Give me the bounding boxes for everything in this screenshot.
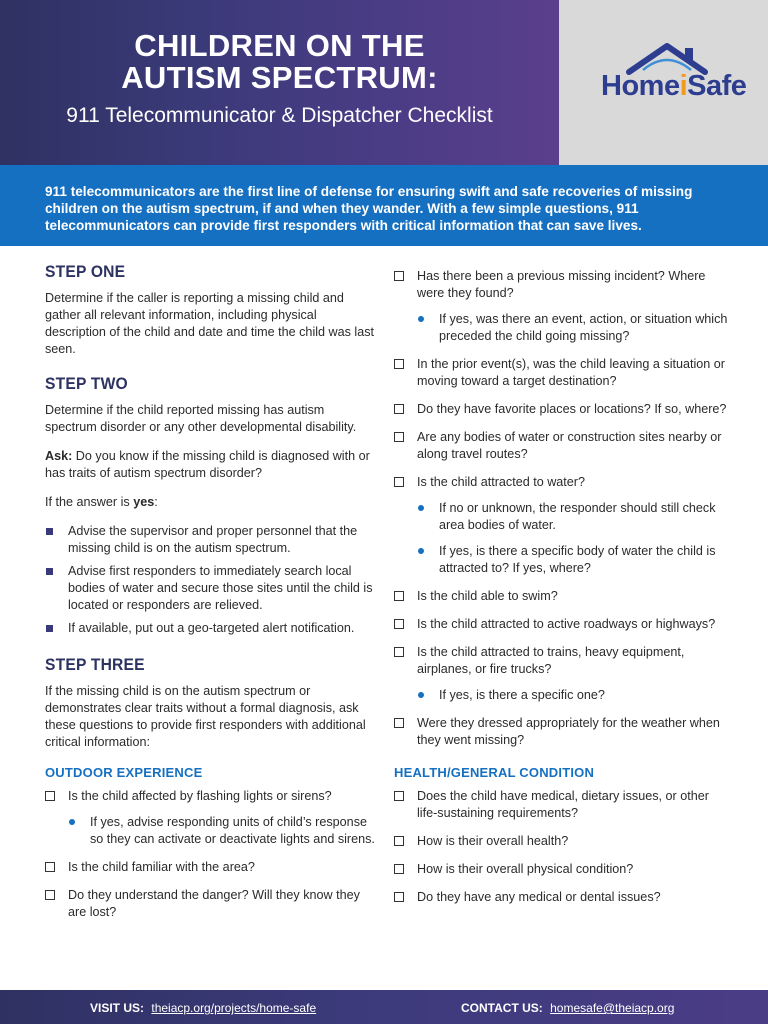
checklist-text: Has there been a previous missing incident? Where were they found? — [417, 269, 706, 300]
ask-label: Ask: — [45, 449, 73, 463]
bullet-text: Advise the supervisor and proper personnel that the missing child is on the autism spectrum. — [68, 524, 358, 555]
checkbox[interactable] — [394, 477, 404, 487]
checklist-text: Is the child attracted to water? — [417, 475, 586, 489]
health-checklist — [394, 788, 729, 906]
checkbox[interactable] — [394, 647, 404, 657]
square-bullet-icon — [46, 528, 53, 535]
logo-wordmark — [601, 70, 746, 103]
left-column — [45, 262, 375, 932]
checklist-text: Is the child attracted to trains, heavy equipment, airplanes, or fire trucks? — [417, 645, 685, 676]
checklist-text: Do they have any medical or dental issues? — [417, 890, 661, 904]
footer — [0, 990, 768, 1024]
list-item — [45, 563, 375, 614]
footer-visit — [90, 1001, 316, 1015]
checklist-item — [394, 833, 729, 850]
checkbox[interactable] — [394, 864, 404, 874]
step-two-ask — [45, 448, 375, 482]
visit-link[interactable]: theiacp.org/projects/home-safe — [151, 1001, 317, 1015]
right-column — [394, 268, 729, 917]
checklist-item — [45, 788, 375, 805]
outdoor-experience-heading: OUTDOOR EXPERIENCE — [45, 765, 203, 780]
contact-email-link[interactable]: homesafe@theiacp.org — [550, 1001, 675, 1015]
answer-bold: yes — [133, 495, 155, 509]
logo-text-home: Home — [601, 70, 680, 102]
sub-bullet-item — [394, 687, 729, 704]
step-one-heading: STEP ONE — [45, 262, 126, 281]
footer-contact — [461, 1001, 674, 1015]
sub-bullet-text: If no or unknown, the responder should still check area bodies of water. — [439, 501, 716, 532]
sub-bullet-item — [45, 814, 375, 848]
sub-bullet-text: If yes, advise responding units of child’s response so they can activate or deactivate lights and sirens. — [90, 815, 375, 846]
dot-bullet-icon — [418, 692, 424, 698]
step-three-body: If the missing child is on the autism spectrum or demonstrates clear traits without a formal diagnosis, ask these questions to provide first responders with additional critical information: — [45, 684, 366, 749]
sub-bullet-text: If yes, is there a specific body of water the child is attracted to? If yes, where? — [439, 544, 716, 575]
checkbox[interactable] — [45, 791, 55, 801]
checklist-item — [45, 887, 375, 921]
checklist-item — [394, 861, 729, 878]
checkbox[interactable] — [394, 432, 404, 442]
checklist-item — [394, 588, 729, 605]
list-item — [45, 523, 375, 557]
checklist-item — [394, 401, 729, 418]
history-checklist — [394, 268, 729, 749]
answer-line — [45, 494, 375, 511]
answer-prefix: If the answer is — [45, 495, 134, 509]
step-two-body: Determine if the child reported missing has autism spectrum disorder or any other developmental disability. — [45, 403, 357, 434]
checklist-text: Is the child able to swim? — [417, 589, 558, 603]
checklist-item — [394, 429, 729, 463]
step-three-heading: STEP THREE — [45, 655, 145, 674]
sub-bullet-item — [394, 500, 729, 534]
list-item — [45, 620, 375, 637]
dot-bullet-icon — [418, 548, 424, 554]
checklist-item — [394, 616, 729, 633]
checkbox[interactable] — [394, 359, 404, 369]
bullet-text: Advise first responders to immediately search local bodies of water and secure those sites until the child is located or responders are relieved. — [68, 564, 373, 612]
sub-bullet-item — [394, 311, 729, 345]
checkbox[interactable] — [394, 591, 404, 601]
checkbox[interactable] — [394, 404, 404, 414]
answer-suffix: : — [154, 495, 158, 509]
checkbox[interactable] — [394, 791, 404, 801]
checkbox[interactable] — [45, 862, 55, 872]
checkbox[interactable] — [394, 271, 404, 281]
step-two-bullets — [45, 523, 375, 637]
checklist-text: How is their overall physical condition? — [417, 862, 634, 876]
page-subtitle: 911 Telecommunicator & Dispatcher Checklist — [66, 104, 493, 127]
checklist-item — [394, 356, 729, 390]
checklist-text: Does the child have medical, dietary issues, or other life-sustaining requirements? — [417, 789, 709, 820]
checkbox[interactable] — [45, 890, 55, 900]
checklist-item — [45, 859, 375, 876]
dot-bullet-icon — [69, 819, 75, 825]
checkbox[interactable] — [394, 892, 404, 902]
sub-bullet-item — [394, 543, 729, 577]
logo-text-safe: Safe — [687, 70, 747, 102]
checklist-item — [394, 474, 729, 491]
bullet-text: If available, put out a geo-targeted alert notification. — [68, 621, 355, 635]
checklist-text: Is the child affected by flashing lights or sirens? — [68, 789, 332, 803]
checklist-item — [394, 644, 729, 678]
checkbox[interactable] — [394, 718, 404, 728]
checklist-text: How is their overall health? — [417, 834, 569, 848]
contact-label: CONTACT US: — [461, 1001, 543, 1015]
checklist-item — [394, 788, 729, 822]
dot-bullet-icon — [418, 505, 424, 511]
step-two-heading: STEP TWO — [45, 374, 128, 393]
dot-bullet-icon — [418, 316, 424, 322]
checklist-text: Is the child familiar with the area? — [68, 860, 255, 874]
logo-text-i: i — [679, 70, 688, 102]
checklist-text: Is the child attracted to active roadways or highways? — [417, 617, 716, 631]
checklist-text: Do they have favorite places or locations? If so, where? — [417, 402, 727, 416]
checkbox[interactable] — [394, 836, 404, 846]
logo-panel — [559, 0, 768, 165]
home-safe-logo — [599, 40, 747, 116]
visit-label: VISIT US: — [90, 1001, 145, 1015]
outdoor-checklist — [45, 788, 375, 921]
checklist-text: In the prior event(s), was the child leaving a situation or moving toward a target destination? — [417, 357, 726, 388]
header — [0, 0, 768, 165]
step-one-body: Determine if the caller is reporting a missing child and gather all relevant information, including physical description of the child and date and time the child was last seen. — [45, 291, 375, 356]
checklist-item — [394, 715, 729, 749]
checkbox[interactable] — [394, 619, 404, 629]
square-bullet-icon — [46, 625, 53, 632]
checklist-text: Are any bodies of water or construction sites nearby or along travel routes? — [417, 430, 722, 461]
checklist-item — [394, 268, 729, 302]
checklist-text: Do they understand the danger? Will they know they are lost? — [68, 888, 360, 919]
health-condition-heading: HEALTH/GENERAL CONDITION — [394, 765, 595, 780]
sub-bullet-text: If yes, was there an event, action, or situation which preceded the child going missing? — [439, 312, 728, 343]
sub-bullet-text: If yes, is there a specific one? — [439, 688, 605, 702]
title-line-2: AUTISM SPECTRUM: — [121, 60, 438, 95]
intro-text: 911 telecommunicators are the first line of defense for ensuring swift and safe recoveries of missing children on the autism spectrum, if and when they wander. With a few simple questions, 911 telecommunicators can provide first responders with critical information that can save lives. — [45, 184, 693, 233]
ask-text: Do you know if the missing child is diagnosed with or has traits of autism spectrum disorder? — [45, 449, 370, 480]
checklist-item — [394, 889, 729, 906]
checklist-text: Were they dressed appropriately for the weather when they went missing? — [417, 716, 720, 747]
square-bullet-icon — [46, 568, 53, 575]
title-line-1: CHILDREN ON THE — [134, 28, 425, 63]
header-title-area — [0, 0, 559, 165]
intro-banner — [0, 165, 768, 246]
page-title — [0, 30, 559, 94]
